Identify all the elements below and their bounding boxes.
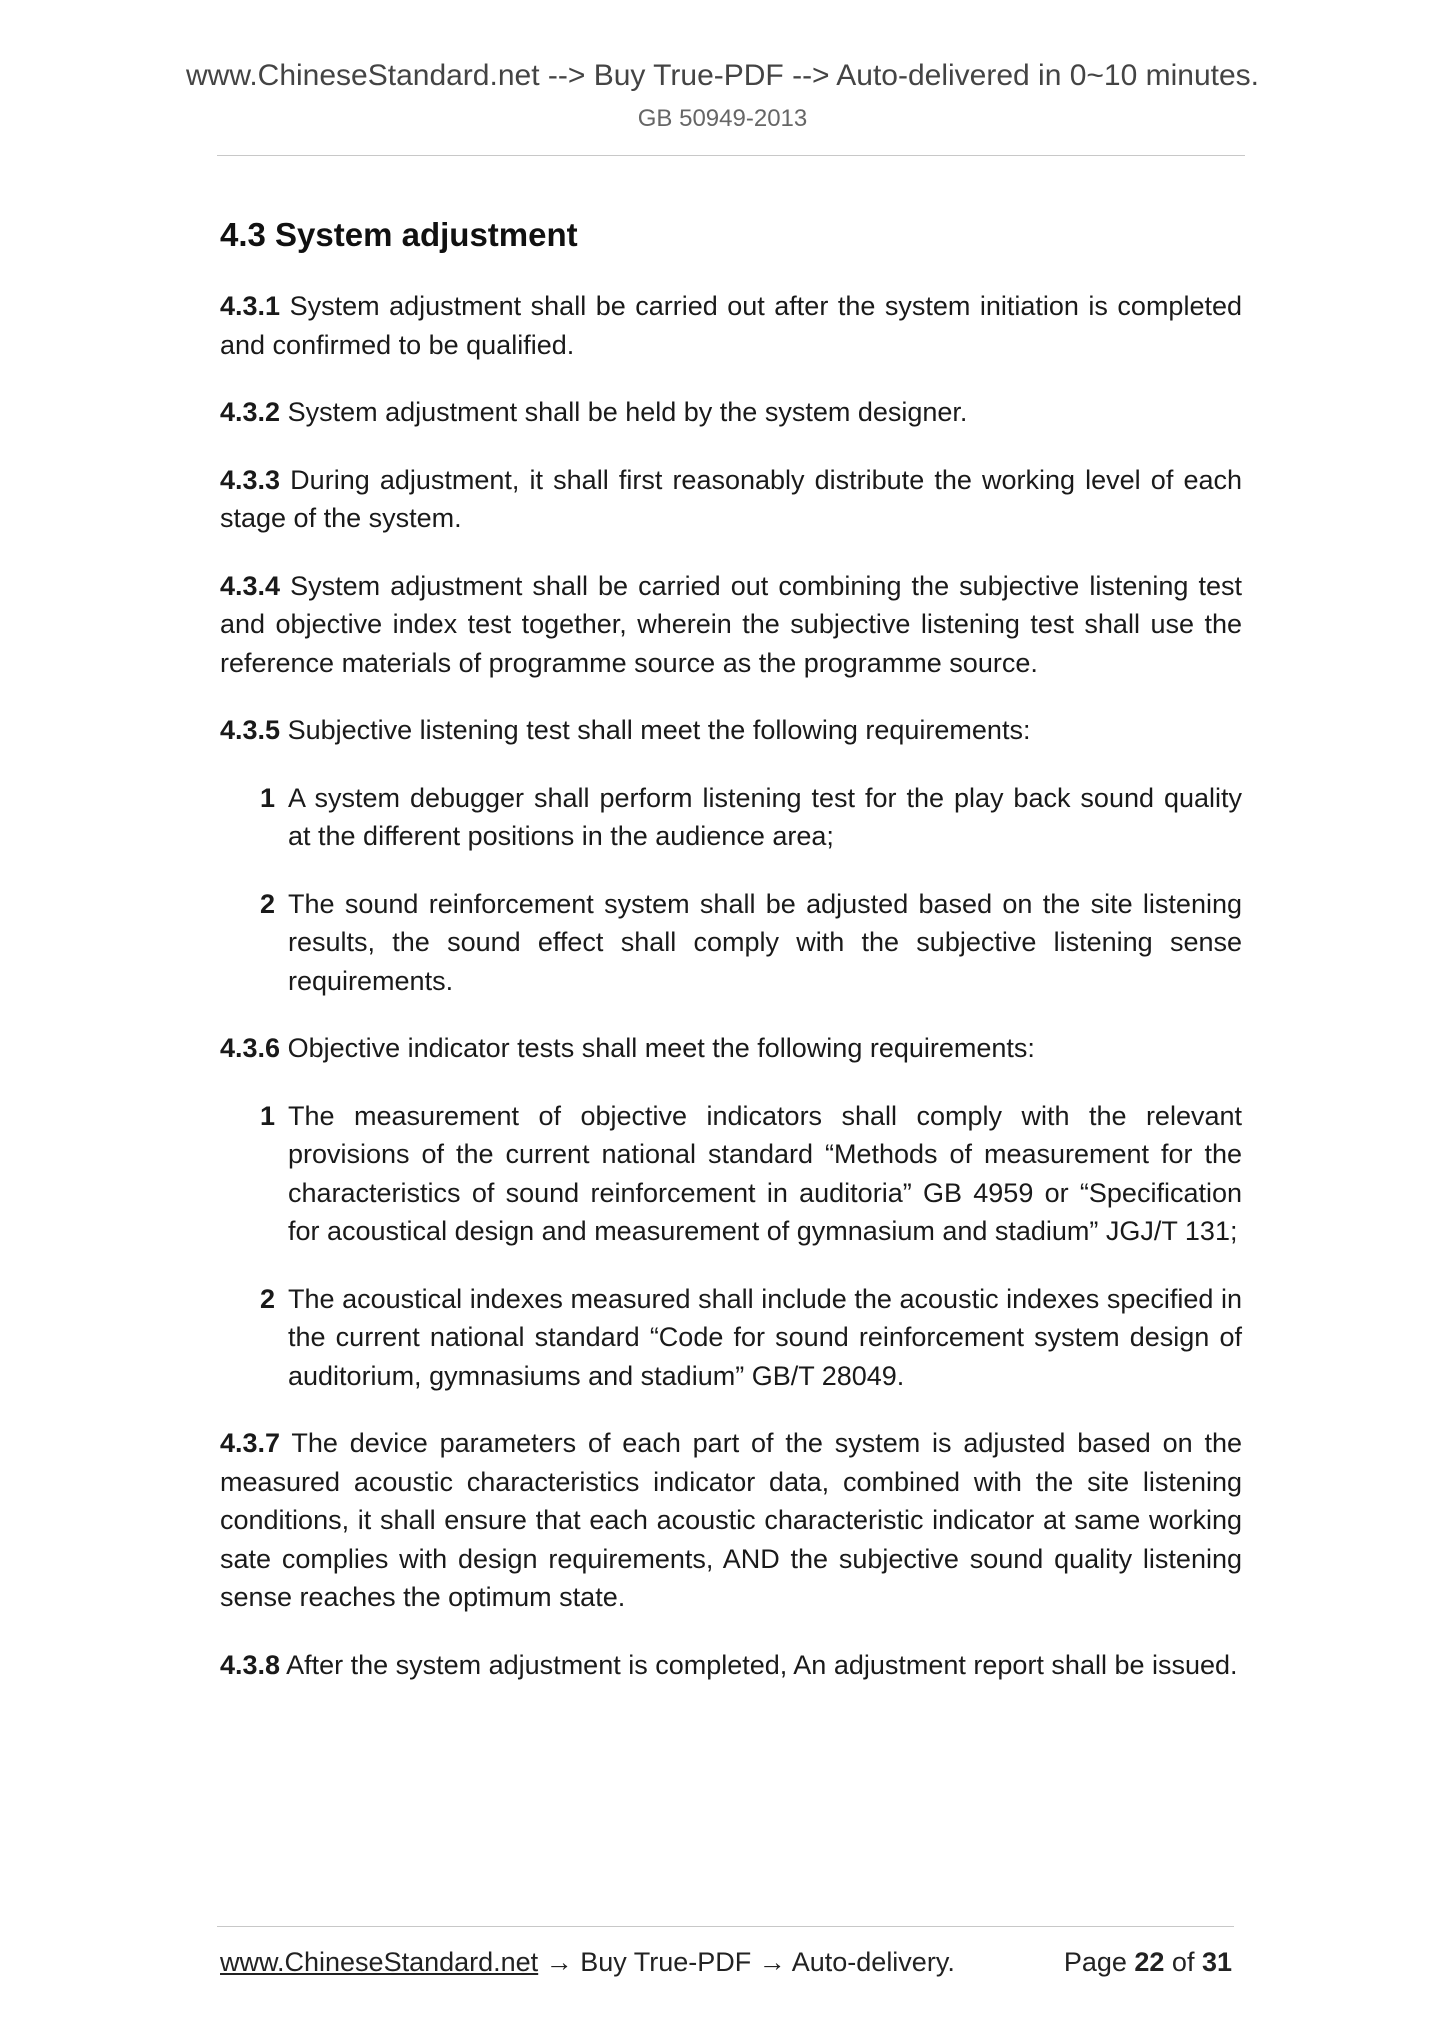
item-text: A system debugger shall perform listening test for the play back sound quality at the different positions in the audience area; — [288, 782, 1242, 851]
footer-divider — [217, 1926, 1234, 1927]
clause-number: 4.3.7 — [220, 1428, 281, 1458]
page-current: 22 — [1134, 1947, 1165, 1977]
page-of: of — [1164, 1947, 1202, 1977]
clause-text: Subjective listening test shall meet the following requirements: — [280, 715, 1031, 745]
list-item — [220, 885, 1242, 1001]
clause-text: After the system adjustment is completed, An adjustment report shall be issued. — [280, 1649, 1238, 1680]
clause-4-3-6 — [220, 1029, 1242, 1068]
item-number: 2 — [260, 888, 276, 919]
list-item — [220, 1280, 1242, 1396]
list-item — [220, 779, 1242, 856]
clause-number: 4.3.3 — [220, 464, 281, 495]
clause-4-3-4 — [220, 567, 1242, 683]
footer-promo-text: → Buy True-PDF → Auto-delivery. — [538, 1947, 955, 1977]
item-text: The measurement of objective indicators shall comply with the relevant provisions of the current national standard “Methods of measurement for the characteristics of sound reinforcement in auditoria” GB 4959 or “Specification for acoustical design and measurement of gymnasium and stadium” JGJ/T 131; — [288, 1100, 1242, 1246]
clause-text: System adjustment shall be carried out combining the subjective listening test and objective index test together, wherein the subjective listening test shall use the reference materials of programme source as the programme source. — [220, 570, 1242, 678]
clause-text: System adjustment shall be carried out after the system initiation is completed and confirmed to be qualified. — [220, 291, 1242, 360]
list-item — [220, 1097, 1242, 1251]
item-text: The acoustical indexes measured shall include the acoustic indexes specified in the current national standard “Code for sound reinforcement system design of auditorium, gymnasiums and stadium” GB/T 28049. — [288, 1283, 1242, 1391]
clause-4-3-5 — [220, 711, 1242, 750]
section-title: 4.3 System adjustment — [220, 216, 578, 253]
clause-4-3-2 — [220, 393, 1242, 432]
clause-number: 4.3.8 — [220, 1649, 281, 1680]
clause-4-3-1 — [220, 287, 1242, 364]
item-number: 1 — [260, 1100, 276, 1131]
clause-text: Objective indicator tests shall meet the following requirements: — [280, 1033, 1035, 1063]
item-text: The sound reinforcement system shall be adjusted based on the site listening results, the sound effect shall comply with the subjective listening sense requirements. — [288, 888, 1242, 996]
clause-number: 4.3.2 — [220, 397, 281, 427]
clause-number: 4.3.5 — [220, 715, 281, 745]
header-divider — [217, 155, 1245, 156]
clause-text: During adjustment, it shall first reasonably distribute the working level of each stage of the system. — [220, 464, 1242, 533]
clause-number: 4.3.1 — [220, 291, 281, 321]
footer-promo — [220, 1945, 955, 1979]
header-banner: www.ChineseStandard.net --> Buy True-PDF --> Auto-delivered in 0~10 minutes. — [185, 59, 1260, 92]
website-link[interactable]: www.ChineseStandard.net — [220, 1947, 539, 1977]
item-number: 2 — [260, 1283, 276, 1314]
document-body — [220, 215, 1242, 1713]
clause-text: The device parameters of each part of the system is adjusted based on the measured acoustic characteristics indicator data, combined with the site listening conditions, it shall ensure that each acoustic characteristic indicator at same working sate complies with design requirements, AND the subjective sound quality listening sense reaches the optimum state. — [220, 1428, 1242, 1612]
clause-4-3-7 — [220, 1424, 1242, 1617]
page-prefix: Page — [1063, 1947, 1135, 1977]
clause-4-3-8 — [220, 1646, 1242, 1685]
standard-code: GB 50949-2013 — [637, 105, 808, 132]
clause-4-3-3 — [220, 461, 1242, 538]
page-total: 31 — [1201, 1947, 1232, 1977]
clause-text: System adjustment shall be held by the system designer. — [280, 397, 968, 427]
page-number — [1064, 1945, 1232, 1979]
clause-number: 4.3.4 — [220, 570, 281, 601]
item-number: 1 — [260, 782, 276, 813]
clause-number: 4.3.6 — [220, 1033, 281, 1063]
